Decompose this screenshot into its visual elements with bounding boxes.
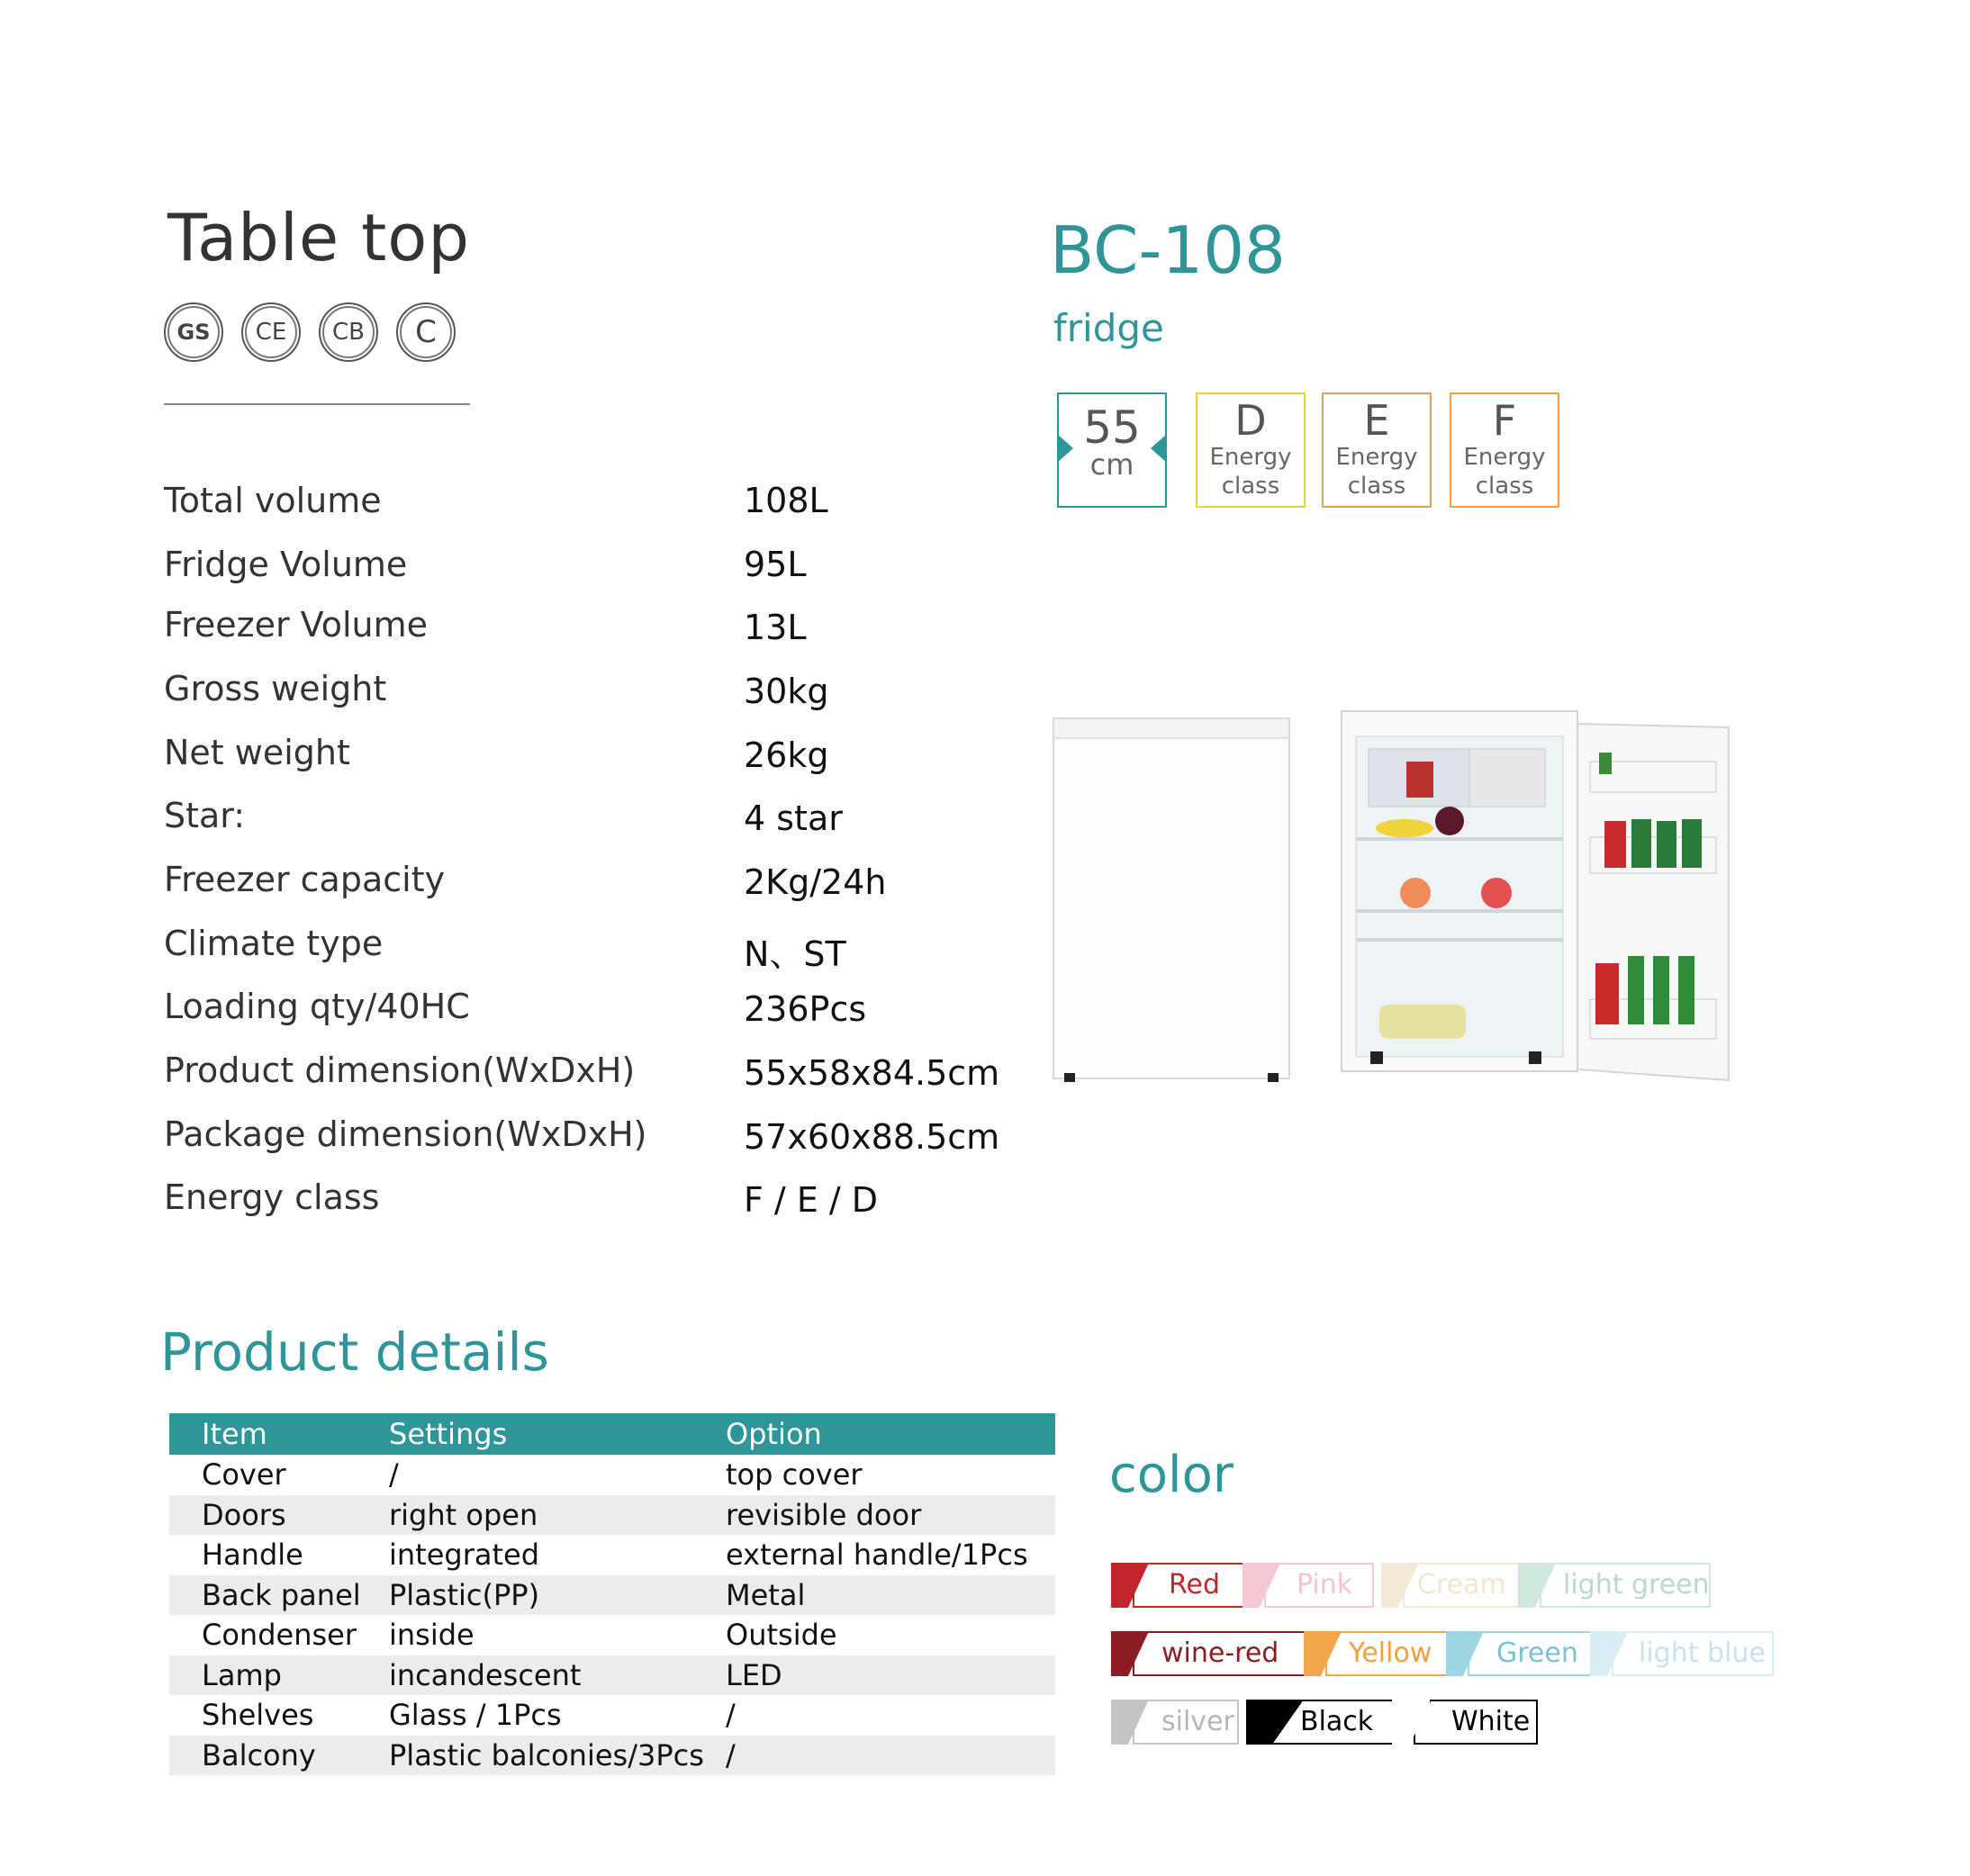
size-value: 55 — [1083, 401, 1141, 454]
table-cell: Condenser — [202, 1618, 357, 1653]
size-unit: cm — [1089, 447, 1134, 482]
table-cell: Back panel — [169, 1575, 389, 1616]
swatch-label: silver — [1161, 1706, 1234, 1737]
swatch-label: light green — [1563, 1569, 1710, 1601]
energy-label: Energy — [1463, 444, 1546, 471]
gs-mark-icon — [164, 302, 223, 362]
column-header: Settings — [389, 1413, 726, 1455]
color-swatch-red[interactable] — [1111, 1563, 1253, 1608]
table-cell: Lamp — [169, 1655, 389, 1696]
color-title: color — [1109, 1446, 1234, 1504]
table-cell: integrated — [389, 1538, 540, 1573]
spec-label: Product dimension(WxDxH) — [164, 1051, 636, 1090]
size-badge — [1057, 392, 1167, 508]
energy-label: Energy — [1335, 444, 1418, 471]
page-title: Table top — [167, 200, 471, 275]
arrow-left-icon — [1151, 434, 1167, 463]
table-cell: incandescent — [389, 1655, 726, 1696]
spec-value: 236Pcs — [744, 989, 867, 1029]
cb-mark-text: CB — [322, 306, 375, 358]
table-cell: top cover — [726, 1457, 863, 1493]
spec-label: Loading qty/40HC — [164, 987, 470, 1026]
table-row — [169, 1655, 1055, 1696]
table-cell: Glass / 1Pcs — [389, 1698, 562, 1733]
column-header: Option — [726, 1413, 1055, 1455]
table-cell: / — [726, 1698, 736, 1733]
table-cell: inside — [389, 1618, 474, 1653]
table-row — [169, 1575, 1055, 1616]
swatch-label: White — [1451, 1706, 1531, 1737]
gs-mark-text: GS — [167, 306, 220, 358]
color-swatch-black[interactable] — [1246, 1700, 1401, 1745]
details-table — [169, 1413, 1055, 1775]
energy-label: class — [1347, 473, 1406, 500]
details-title: Product details — [160, 1321, 549, 1383]
color-swatch-silver[interactable] — [1111, 1700, 1239, 1745]
spec-label: Energy class — [164, 1177, 380, 1217]
header-divider — [164, 403, 470, 405]
spec-value: 57x60x88.5cm — [744, 1117, 1000, 1157]
spec-value: 108L — [744, 481, 828, 520]
ce-mark-text: CE — [245, 306, 297, 358]
spec-label: Freezer Volume — [164, 605, 428, 645]
energy-badge-f — [1450, 392, 1559, 508]
table-cell: Plastic balconies/3Pcs — [389, 1736, 726, 1776]
table-row — [169, 1615, 1055, 1655]
spec-label: Climate type — [164, 924, 384, 963]
energy-label: class — [1475, 473, 1534, 500]
table-cell: Cover — [202, 1457, 286, 1493]
table-header-row — [169, 1413, 1055, 1455]
color-swatch-light-green[interactable] — [1518, 1563, 1711, 1608]
spec-value: 55x58x84.5cm — [744, 1053, 1000, 1093]
spec-value: 13L — [744, 608, 807, 647]
product-type: fridge — [1053, 306, 1164, 350]
table-cell: / — [389, 1457, 399, 1493]
emc-mark-icon — [396, 302, 456, 362]
ce-mark-icon — [241, 302, 301, 362]
table-cell: Plastic(PP) — [389, 1575, 726, 1616]
table-row — [169, 1535, 1055, 1575]
fridge-product-image — [1044, 702, 1747, 1098]
table-cell: Outside — [726, 1618, 837, 1653]
color-swatch-cream[interactable] — [1381, 1563, 1525, 1608]
spec-label: Freezer capacity — [164, 860, 446, 899]
swatch-label: Yellow — [1349, 1637, 1432, 1669]
arrow-right-icon — [1057, 434, 1073, 463]
table-row — [169, 1736, 1055, 1776]
swatch-label: Green — [1496, 1637, 1578, 1669]
energy-badge-e — [1322, 392, 1432, 508]
color-swatch-white[interactable] — [1392, 1700, 1538, 1745]
color-swatch-yellow[interactable] — [1304, 1631, 1455, 1676]
table-cell: Balcony — [169, 1736, 389, 1776]
spec-value: F / E / D — [744, 1180, 879, 1220]
swatch-label: Cream — [1417, 1569, 1506, 1601]
table-cell: Handle — [202, 1538, 303, 1573]
spec-value: 26kg — [744, 735, 829, 775]
swatch-label: Black — [1300, 1706, 1374, 1737]
swatch-label: light blue — [1639, 1637, 1766, 1669]
spec-label: Total volume — [164, 481, 382, 520]
cb-mark-icon — [319, 302, 378, 362]
table-cell: right open — [389, 1495, 726, 1536]
swatch-label: wine-red — [1161, 1637, 1279, 1669]
swatch-label: Red — [1169, 1569, 1220, 1601]
energy-letter: F — [1492, 396, 1517, 445]
spec-value: 4 star — [744, 798, 843, 838]
table-cell: external handle/1Pcs — [726, 1538, 1028, 1573]
table-row — [169, 1695, 1055, 1736]
energy-label: Energy — [1209, 444, 1292, 471]
table-row — [169, 1455, 1055, 1495]
energy-badge-d — [1196, 392, 1306, 508]
table-row — [169, 1495, 1055, 1536]
table-cell: Shelves — [202, 1698, 314, 1733]
color-swatch-green[interactable] — [1446, 1631, 1599, 1676]
color-swatch-pink[interactable] — [1243, 1563, 1374, 1608]
spec-label: Net weight — [164, 733, 350, 772]
spec-value: 95L — [744, 545, 807, 584]
energy-letter: D — [1234, 396, 1267, 445]
spec-label: Package dimension(WxDxH) — [164, 1114, 647, 1154]
emc-mark-text: C — [400, 306, 452, 358]
energy-label: class — [1221, 473, 1280, 500]
spec-value: 30kg — [744, 672, 829, 711]
table-cell: / — [726, 1736, 1055, 1776]
spec-value: N、ST — [744, 934, 846, 974]
model-number: BC-108 — [1050, 212, 1286, 288]
spec-value: 2Kg/24h — [744, 862, 887, 902]
spec-label: Star: — [164, 796, 246, 835]
table-cell: Doors — [169, 1495, 389, 1536]
energy-letter: E — [1363, 396, 1390, 445]
color-swatch-wine-red[interactable] — [1111, 1631, 1307, 1676]
table-cell: LED — [726, 1655, 1055, 1696]
spec-label: Gross weight — [164, 669, 387, 708]
spec-label: Fridge Volume — [164, 545, 408, 584]
column-header: Item — [169, 1413, 389, 1455]
table-cell: Metal — [726, 1575, 1055, 1616]
swatch-label: Pink — [1297, 1569, 1353, 1601]
color-swatch-light-blue[interactable] — [1590, 1631, 1774, 1676]
table-cell: revisible door — [726, 1495, 1055, 1536]
